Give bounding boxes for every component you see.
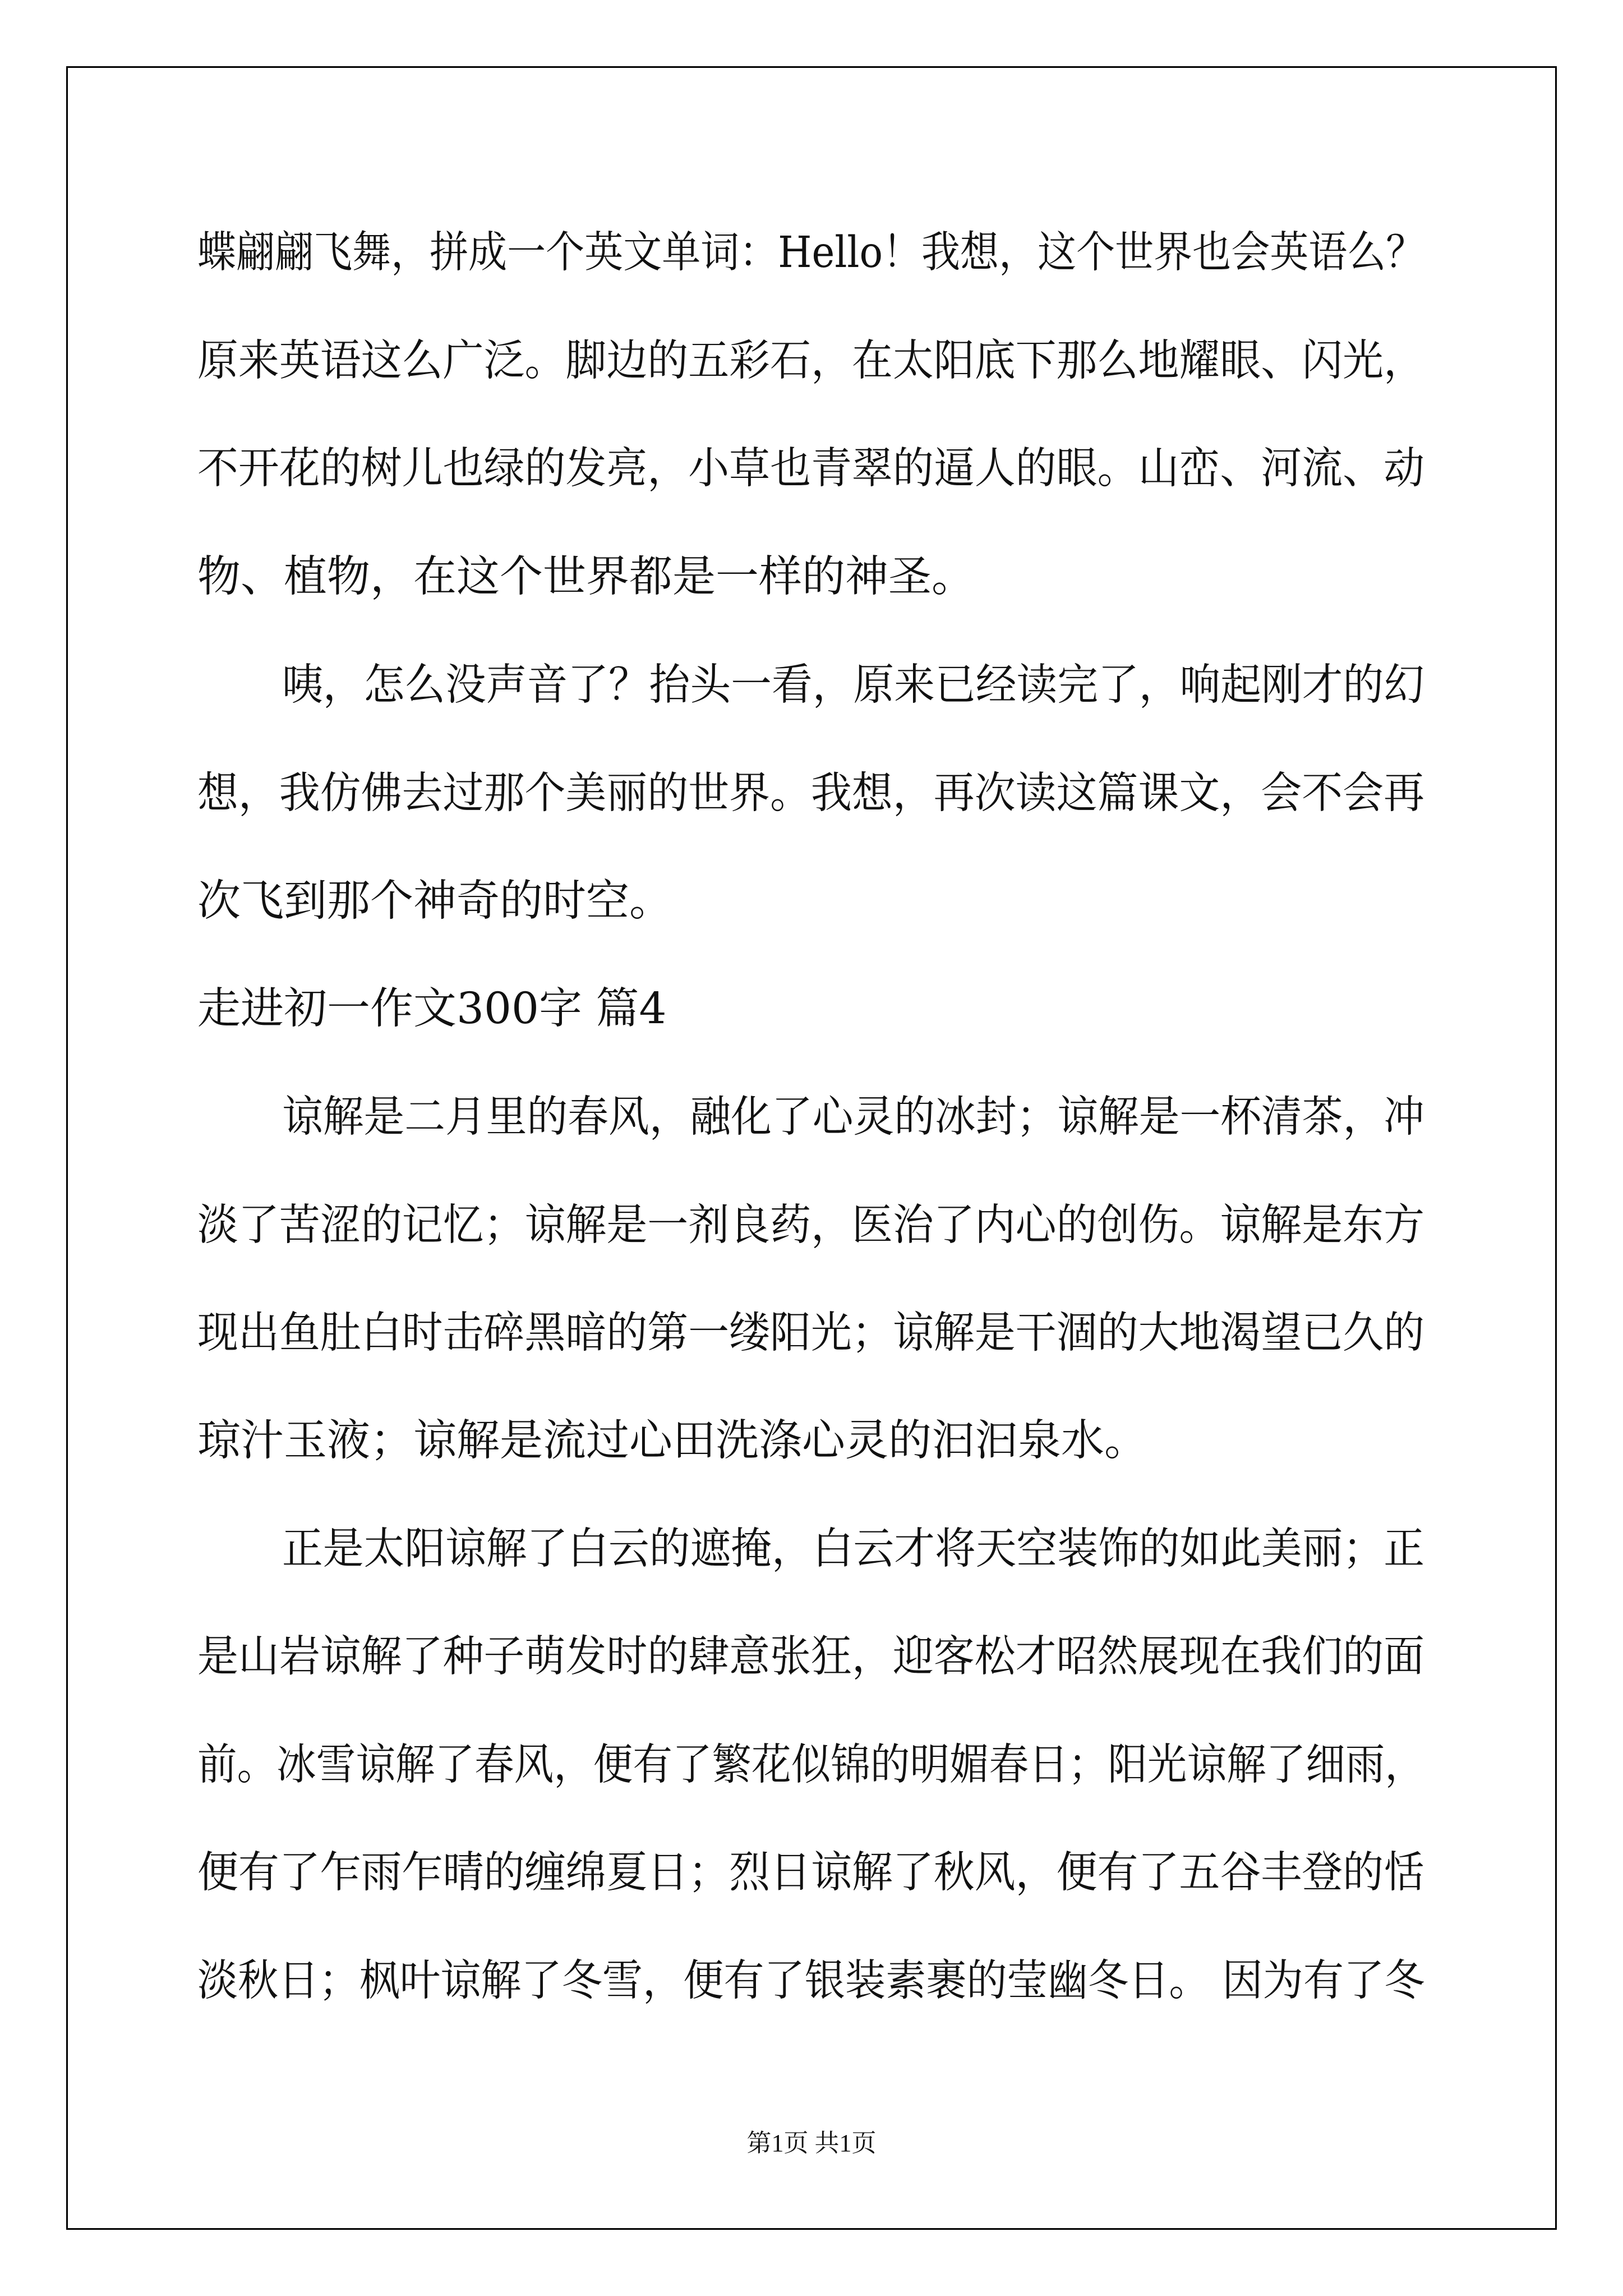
paragraph-first-line: 正是太阳谅解了白云的遮掩，白云才将天空装饰的如此美丽；正 [282,1524,1424,1574]
text-line: 前。冰雪谅解了春风，便有了繁花似锦的明媚春日；阳光谅解了细雨， [197,1740,1424,1790]
text-line: 原来英语这么广泛。脚边的五彩石，在太阳底下那么地耀眼、闪光， [197,336,1424,386]
text-line: 现出鱼肚白时击碎黑暗的第一缕阳光；谅解是干涸的大地渴望已久的 [197,1308,1424,1358]
text-line: 蝶翩翩飞舞，拼成一个英文单词：Hello！我想，这个世界也会英语么？ [197,228,1425,278]
section-heading: 走进初一作文300字 篇4 [197,984,667,1034]
text-line: 便有了乍雨乍晴的缠绵夏日；烈日谅解了秋风，便有了五谷丰登的恬 [197,1848,1424,1898]
text-line: 是山岩谅解了种子萌发时的肆意张狂，迎客松才昭然展现在我们的面 [197,1632,1424,1682]
text-line: 物、植物，在这个世界都是一样的神圣。 [197,552,975,602]
text-line: 琼汁玉液；谅解是流过心田洗涤心灵的汩汩泉水。 [197,1416,1147,1466]
paragraph-first-line: 咦，怎么没声音了？抬头一看，原来已经读完了，响起刚才的幻 [282,660,1424,710]
text-line: 淡秋日；枫叶谅解了冬雪，便有了银装素裹的莹幽冬日。 因为有了冬 [197,1956,1425,2006]
text-line: 想，我仿佛去过那个美丽的世界。我想，再次读这篇课文，会不会再 [197,769,1424,818]
page-border [66,66,1557,2230]
text-line: 次飞到那个神奇的时空。 [197,876,672,926]
text-line: 淡了苦涩的记忆；谅解是一剂良药，医治了内心的创伤。谅解是东方 [197,1200,1424,1250]
paragraph-first-line: 谅解是二月里的春风，融化了心灵的冰封；谅解是一杯清茶，冲 [282,1092,1424,1142]
page-footer: 第1页 共1页 [746,2129,877,2157]
text-line: 不开花的树儿也绿的发亮，小草也青翠的逼人的眼。山峦、河流、动 [197,444,1424,494]
